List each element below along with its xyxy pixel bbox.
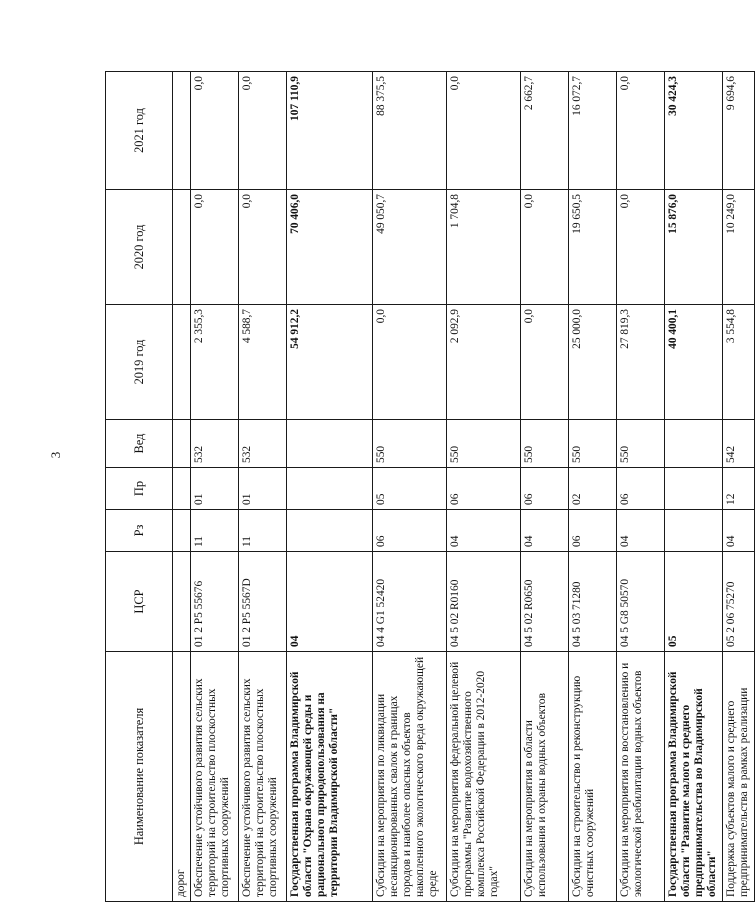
row-rz: 06 <box>373 510 447 552</box>
table-row <box>521 72 569 902</box>
table-row <box>617 72 665 902</box>
row-2019: 25 000,0 <box>569 305 617 420</box>
row-pr <box>665 468 723 510</box>
row-csr: 04 5 02 R0160 <box>447 552 521 652</box>
row-name: Государственная программа Владимирской области "Охрана окружающей среды и рационального природопользования на территории Владимирской области" <box>287 652 373 902</box>
row-rz: 04 <box>447 510 521 552</box>
header-rz: Рз <box>106 510 173 552</box>
row-2020: 1 704,8 <box>447 190 521 305</box>
row-2019: 0,0 <box>373 305 447 420</box>
row-2021: 16 072,7 <box>569 72 617 190</box>
row-csr: 04 5 02 R0650 <box>521 552 569 652</box>
row-csr: 04 <box>287 552 373 652</box>
row-name: Обеспечение устойчивого развития сельских территорий на строительство плоскостных спортивных сооружений <box>191 652 239 902</box>
row-2021: 107 110,9 <box>287 72 373 190</box>
row-pr: 06 <box>521 468 569 510</box>
row-rz: 04 <box>521 510 569 552</box>
row-csr: 01 2 P5 55676 <box>191 552 239 652</box>
row-name: Поддержка субъектов малого и среднего предпринимательства в рамках реализации <box>723 652 755 902</box>
row-name: Субсидии на мероприятия в области использования и охраны водных объектов <box>521 652 569 902</box>
row-rz: 04 <box>617 510 665 552</box>
row-name: Субсидии на строительство и реконструкцию очистных сооружений <box>569 652 617 902</box>
row-2020 <box>173 190 191 305</box>
row-2019: 2 092,9 <box>447 305 521 420</box>
row-2020: 10 249,0 <box>723 190 755 305</box>
header-name: Наименование показателя <box>106 652 173 902</box>
row-2021: 2 662,7 <box>521 72 569 190</box>
row-2020: 19 650,5 <box>569 190 617 305</box>
row-2021: 0,0 <box>239 72 287 190</box>
row-pr: 06 <box>447 468 521 510</box>
table-row <box>447 72 521 902</box>
row-rz <box>173 510 191 552</box>
table-row <box>723 72 755 902</box>
row-pr <box>173 468 191 510</box>
row-2019: 40 400,1 <box>665 305 723 420</box>
page-number: 3 <box>48 451 63 459</box>
row-pr: 02 <box>569 468 617 510</box>
row-2019: 0,0 <box>521 305 569 420</box>
row-2020: 0,0 <box>191 190 239 305</box>
row-name: Государственная программа Владимирской области "Развитие малого и среднего предпринимательства во Владимирской области" <box>665 652 723 902</box>
row-csr: 05 2 06 75270 <box>723 552 755 652</box>
row-csr: 04 5 03 71280 <box>569 552 617 652</box>
row-ved: 550 <box>447 420 521 468</box>
row-pr: 01 <box>239 468 287 510</box>
row-ved: 550 <box>569 420 617 468</box>
row-2021 <box>173 72 191 190</box>
row-csr: 04 5 G8 50570 <box>617 552 665 652</box>
row-ved: 550 <box>373 420 447 468</box>
table-row <box>373 72 447 902</box>
row-2021: 0,0 <box>617 72 665 190</box>
row-2020: 15 876,0 <box>665 190 723 305</box>
row-rz: 06 <box>569 510 617 552</box>
row-2019: 27 819,3 <box>617 305 665 420</box>
row-name: Субсидии на мероприятия федеральной целевой программы "Развитие водохозяйственного комплекса Российской Федерации в 2012-2020 годах" <box>447 652 521 902</box>
row-pr <box>287 468 373 510</box>
table-row <box>173 72 191 902</box>
row-2019: 4 588,7 <box>239 305 287 420</box>
row-csr: 01 2 P5 5567D <box>239 552 287 652</box>
row-ved <box>665 420 723 468</box>
row-ved <box>173 420 191 468</box>
row-2019: 2 355,3 <box>191 305 239 420</box>
header-2020: 2020 год <box>106 190 173 305</box>
row-name: Субсидии на мероприятия по восстановлению и экологической реабилитации водных объектов <box>617 652 665 902</box>
row-csr: 04 4 G1 52420 <box>373 552 447 652</box>
row-ved: 542 <box>723 420 755 468</box>
row-2021: 30 424,3 <box>665 72 723 190</box>
row-rz <box>287 510 373 552</box>
row-pr: 05 <box>373 468 447 510</box>
row-ved: 532 <box>239 420 287 468</box>
row-ved: 550 <box>521 420 569 468</box>
row-pr: 01 <box>191 468 239 510</box>
table-row <box>239 72 287 902</box>
row-2020: 0,0 <box>521 190 569 305</box>
row-pr: 06 <box>617 468 665 510</box>
row-ved: 550 <box>617 420 665 468</box>
header-ved: Вед <box>106 420 173 468</box>
row-2019: 3 554,8 <box>723 305 755 420</box>
row-rz: 11 <box>191 510 239 552</box>
row-2021: 0,0 <box>191 72 239 190</box>
row-2019: 54 912,2 <box>287 305 373 420</box>
row-name: Обеспечение устойчивого развития сельских территорий на строительство плоскостных спортивных сооружений <box>239 652 287 902</box>
row-rz: 11 <box>239 510 287 552</box>
header-2021: 2021 год <box>106 72 173 190</box>
row-ved: 532 <box>191 420 239 468</box>
row-2021: 88 375,5 <box>373 72 447 190</box>
row-rz: 04 <box>723 510 755 552</box>
row-rz <box>665 510 723 552</box>
row-csr <box>173 552 191 652</box>
header-pr: Пр <box>106 468 173 510</box>
row-ved <box>287 420 373 468</box>
table-row <box>569 72 617 902</box>
row-name: Субсидии на мероприятия по ликвидации несанкционированных свалок в границах городов и наиболее опасных объектов накопленного экологического вреда окружающей среде <box>373 652 447 902</box>
row-name: дорог <box>173 652 191 902</box>
row-2021: 0,0 <box>447 72 521 190</box>
table-row <box>665 72 723 902</box>
rotated-page <box>105 72 750 902</box>
row-2020: 70 406,0 <box>287 190 373 305</box>
row-pr: 12 <box>723 468 755 510</box>
header-2019: 2019 год <box>106 305 173 420</box>
row-2021: 9 694,6 <box>723 72 755 190</box>
row-2020: 49 050,7 <box>373 190 447 305</box>
row-csr: 05 <box>665 552 723 652</box>
budget-table <box>105 71 755 902</box>
row-2020: 0,0 <box>617 190 665 305</box>
row-2020: 0,0 <box>239 190 287 305</box>
row-2019 <box>173 305 191 420</box>
header-csr: ЦСР <box>106 552 173 652</box>
table-header-row <box>106 72 173 902</box>
table-row <box>191 72 239 902</box>
table-row <box>287 72 373 902</box>
